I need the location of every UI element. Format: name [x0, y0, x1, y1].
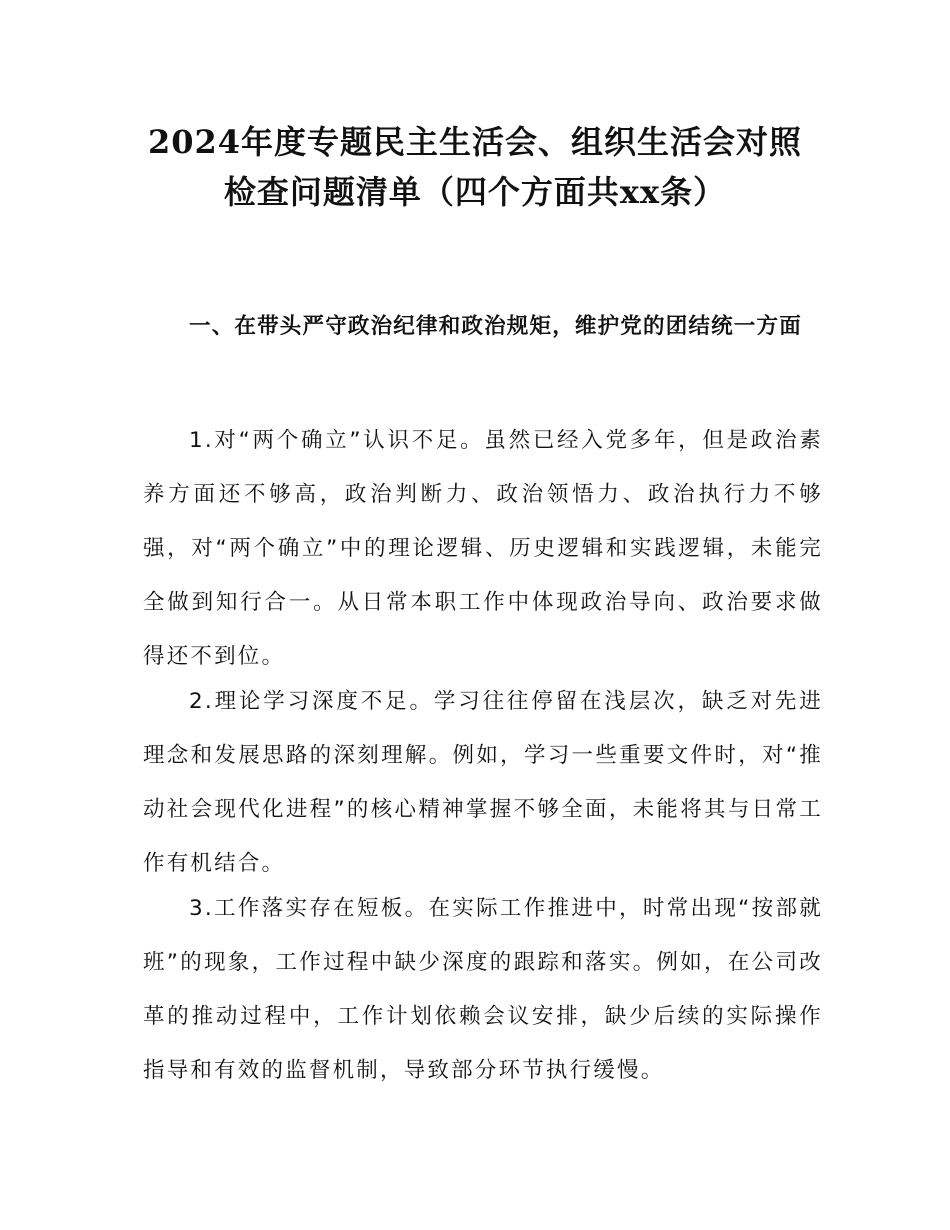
paragraph-item-2: 2.理论学习深度不足。学习往往停留在浅层次，缺乏对先进理念和发展思路的深刻理解。例如，学习一些重要文件时，对“推动社会现代化进程”的核心精神掌握不够全面，未能将其与日常工作有机结合。	[143, 689, 823, 876]
paragraph-item-3: 3.工作落实存在短板。在实际工作推进中，时常出现“按部就班”的现象，工作过程中缺少深度的跟踪和落实。例如，在公司改革的推动过程中，工作计划依赖会议安排，缺少后续的实际操作指导和有效的监督机制，导致部分环节执行缓慢。	[143, 896, 823, 1083]
document-title-line-2: 检查问题清单（四个方面共xx条）	[223, 173, 727, 211]
document-title-line-1: 2024年度专题民主生活会、组织生活会对照	[147, 123, 803, 161]
paragraph-item-1: 1.对“两个确立”认识不足。虽然已经入党多年，但是政治素养方面还不够高，政治判断力、政治领悟力、政治执行力不够强，对“两个确立”中的理论逻辑、历史逻辑和实践逻辑，未能完全做到知行合一。从日常本职工作中体现政治导向、政治要求做得还不到位。	[143, 428, 823, 669]
section-heading: 一、在带头严守政治纪律和政治规矩，维护党的团结统一方面	[189, 314, 802, 339]
